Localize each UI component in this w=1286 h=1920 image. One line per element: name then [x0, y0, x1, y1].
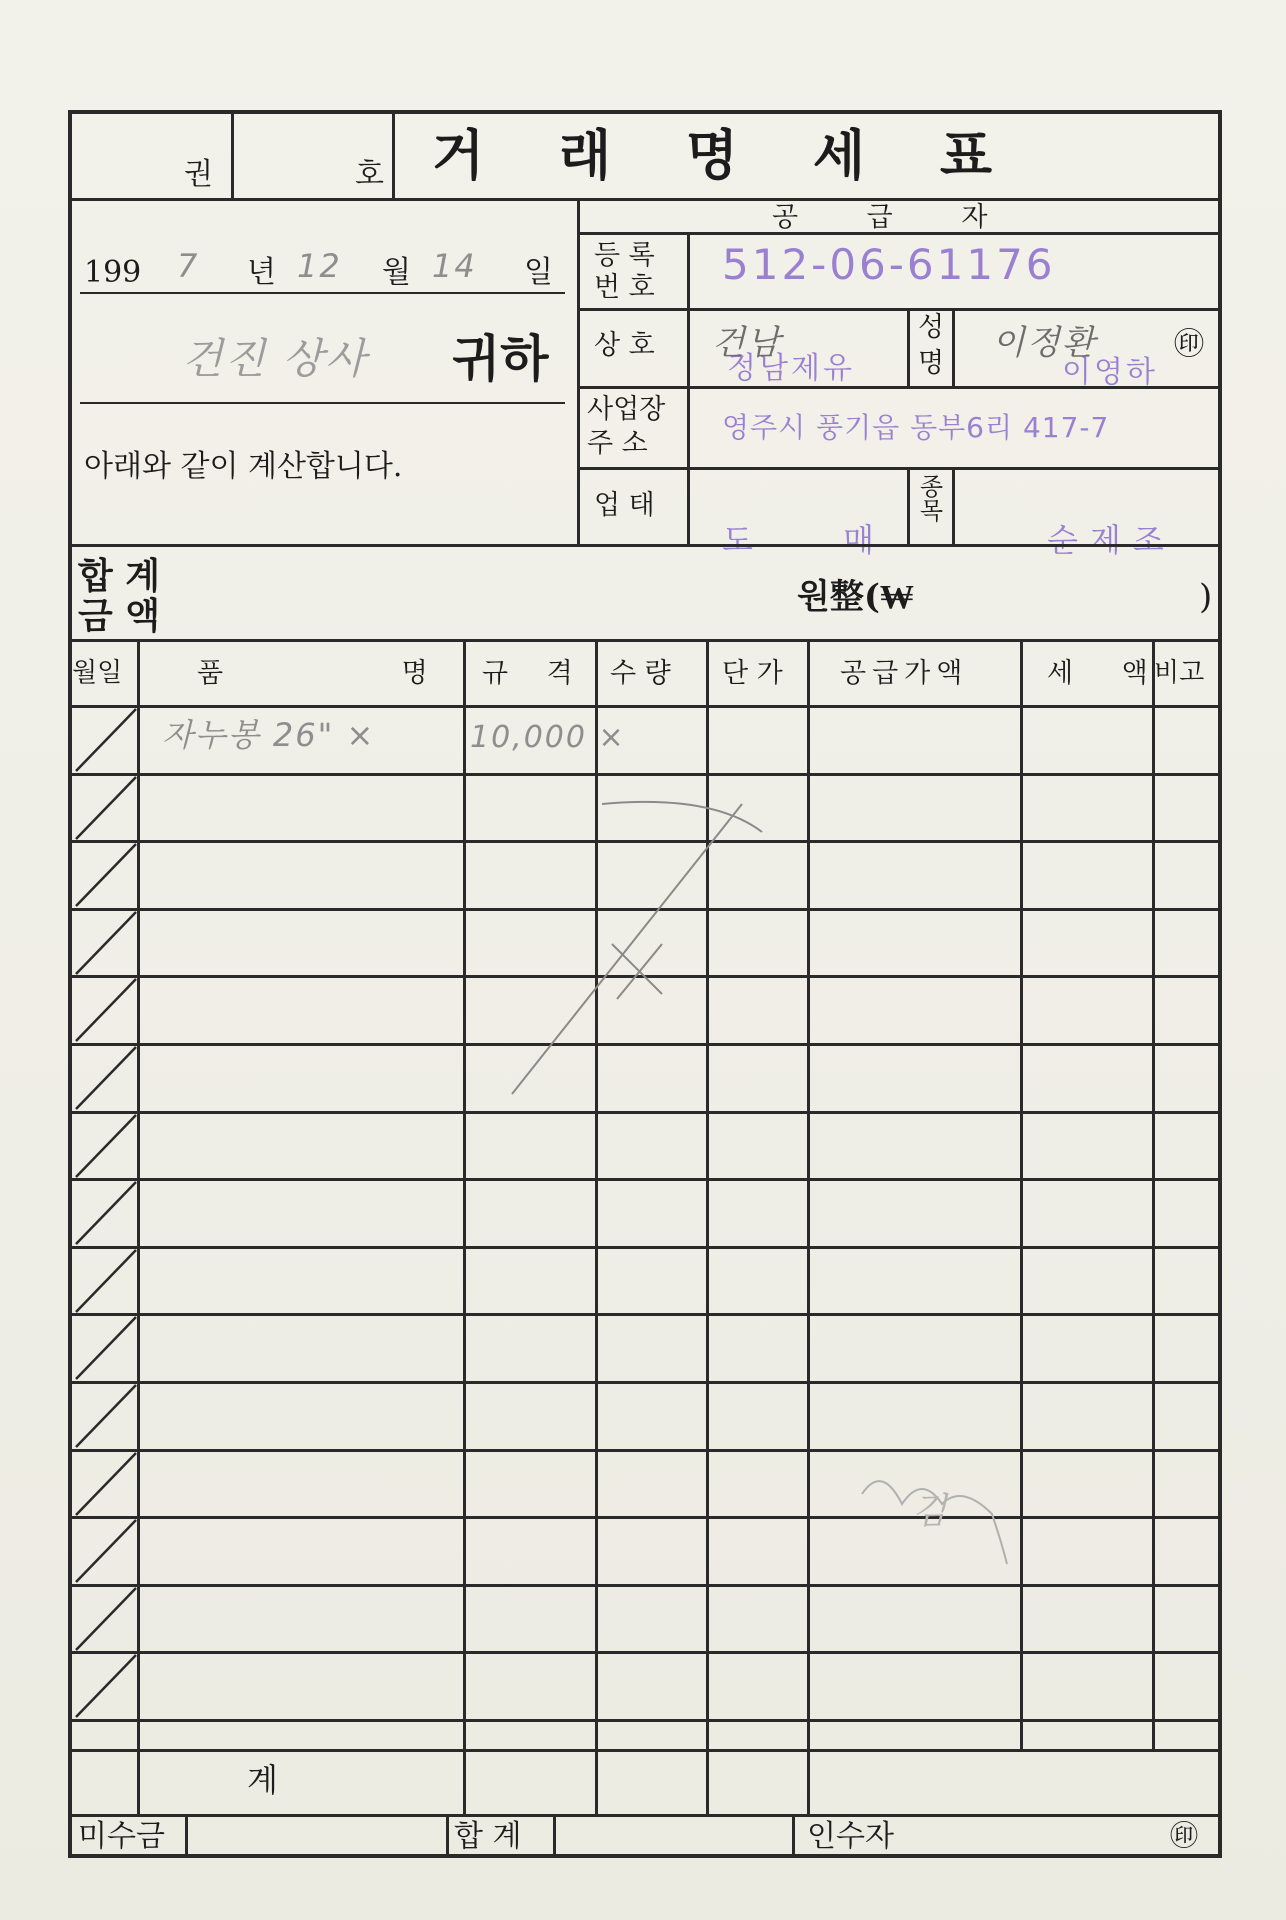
col-header-quantity: 수 량	[610, 658, 671, 689]
address-label-2: 주 소	[587, 428, 648, 459]
col-header-remarks: 비고	[1154, 658, 1205, 688]
calculation-notice: 아래와 같이 계산합니다.	[84, 449, 403, 484]
month-handwriting: 12	[297, 247, 342, 285]
col-header-item-name: 품 명	[197, 658, 428, 689]
col-header-date: 월일	[72, 658, 123, 688]
address-label-1: 사업장	[587, 394, 666, 425]
invoice-form	[68, 110, 1222, 1858]
col-header-tax: 세 액	[1047, 658, 1148, 689]
reg-label-2: 번 호	[594, 272, 655, 303]
row-spec: 10,000 ×	[470, 720, 626, 755]
supplier-heading: 공 급 자	[772, 202, 1018, 233]
reg-label-1: 등 록	[594, 240, 655, 271]
col-header-spec: 규 격	[482, 658, 573, 689]
recipient-suffix: 귀하	[452, 329, 549, 388]
name-handwriting: 이정환	[992, 323, 1097, 363]
row-item-name: 자누봉 26" ×	[162, 716, 376, 754]
col-header-supply-amount: 공급가액	[840, 658, 969, 689]
month-label: 월	[382, 255, 411, 290]
outstanding-label: 미수금	[78, 1819, 165, 1854]
name-stamp: 이영하	[1062, 355, 1158, 390]
footer-sum-label: 합 계	[454, 1819, 522, 1854]
day-label: 일	[524, 255, 553, 290]
col-header-unit-price: 단 가	[722, 658, 783, 689]
receiver-seal-mark: ㊞	[1170, 1819, 1199, 1852]
item-label: 종목	[915, 474, 943, 522]
business-stamp: 도 매	[722, 521, 914, 559]
number-label: 호	[355, 157, 384, 192]
company-stamp: 정남제유	[727, 351, 855, 386]
day-handwriting: 14	[432, 247, 477, 285]
date-prefix: 199	[84, 255, 142, 290]
year-handwriting: 7	[177, 247, 200, 285]
name-label-1: 성	[918, 312, 945, 343]
total-label-1: 합 계	[78, 555, 161, 597]
total-close-paren: )	[1199, 577, 1213, 617]
address-stamp: 영주시 풍기읍 동부6리 417-7	[722, 411, 1110, 444]
receiver-label: 인수자	[807, 1819, 894, 1854]
company-handwriting: 건남	[712, 323, 782, 363]
item-stamp: 순제조	[1047, 521, 1176, 559]
name-label-2: 명	[918, 348, 945, 379]
recipient-handwriting: 건진 상사	[182, 334, 368, 383]
volume-label: 권	[184, 157, 213, 192]
supplier-seal-mark: ㊞	[1174, 327, 1204, 362]
document-title: 거 래 명 세 표	[432, 123, 1021, 187]
company-label: 상 호	[594, 330, 655, 361]
total-currency: 원整(₩	[797, 577, 914, 617]
handwritten-strike-marks	[72, 114, 1218, 1854]
business-label: 업 태	[594, 490, 655, 521]
year-label: 년	[247, 255, 276, 290]
total-label-2: 금 액	[78, 595, 161, 637]
subtotal-label: 계	[247, 1761, 278, 1799]
reg-number-stamp: 512-06-61176	[722, 240, 1056, 289]
signature-handwriting: 김	[912, 1491, 949, 1532]
